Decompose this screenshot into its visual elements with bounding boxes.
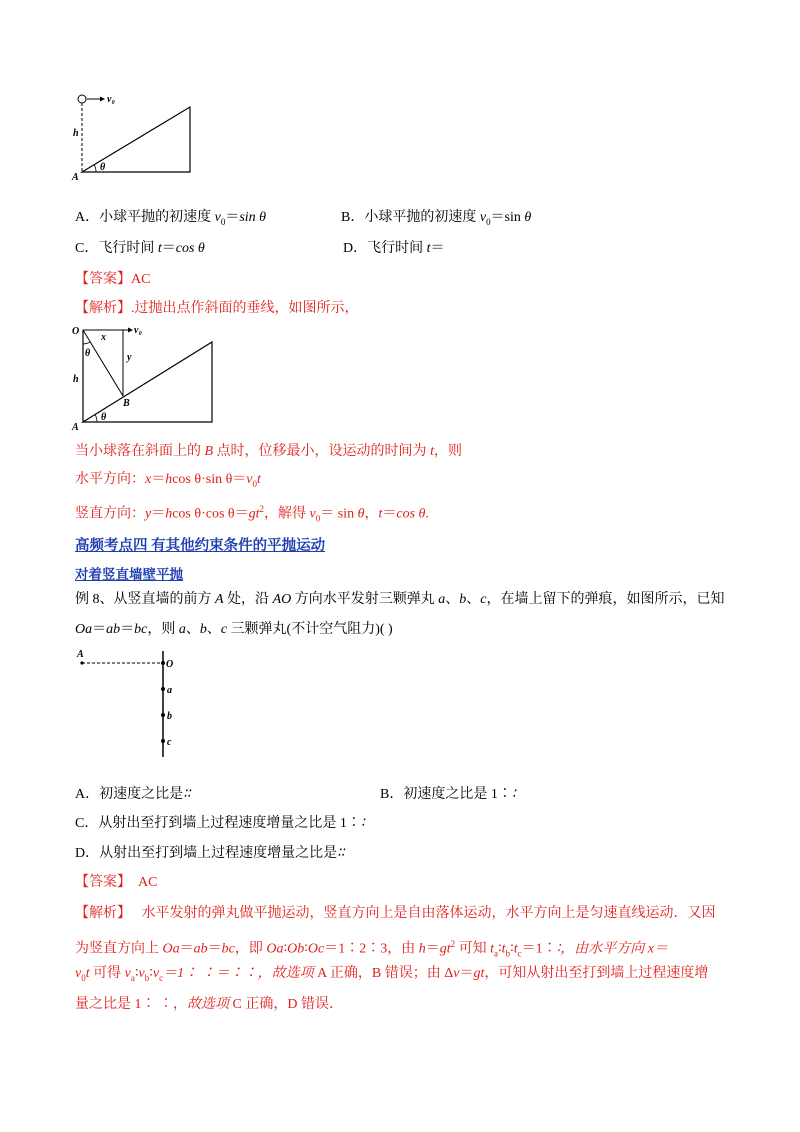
example-8-line-2: Oa＝ab＝bc，则 a、b、c 三颗弹丸(不计空气阻力)( )	[75, 622, 393, 637]
q1-option-c: C．飞行时间 t＝cos θ	[75, 241, 205, 256]
fig2-x-label: x	[101, 332, 106, 343]
v0-arrowhead-icon	[128, 328, 133, 333]
figure-incline-1	[70, 92, 200, 184]
angle-arc	[94, 165, 96, 173]
fig2-theta-top-label: θ	[85, 348, 91, 359]
point-O-dot	[161, 661, 165, 665]
fig2-B-label: B	[123, 398, 130, 409]
fig1-theta-label: θ	[100, 162, 106, 173]
top-angle-arc	[83, 342, 90, 344]
point-b-dot	[161, 713, 165, 717]
section-subtitle: 对着竖直墙壁平抛	[75, 567, 183, 582]
q1-option-d: D．飞行时间 t＝	[343, 241, 445, 256]
section-title: 高频考点四 有其他约束条件的平抛运动	[75, 538, 326, 554]
fig1-v0-label: v₀	[107, 94, 115, 105]
ball-icon	[78, 95, 86, 103]
example-8-line-1: 例 8、从竖直墙的前方 A 处，沿 AO 方向水平发射三颗弹丸 a、b、c，在墙上留下的弹痕，如图所示，已知	[75, 592, 725, 607]
solution-1-line-3: 竖直方向：y＝hcos θ·cos $\theta=gt^2$，解得 $v_0= \sin \theta$，t＝cos θ.	[75, 504, 429, 524]
q2-option-d: D．从射出至打到墙上过程速度增量之比是∶∶	[75, 846, 345, 861]
solution-1-line-1: 当小球落在斜面上的 B 点时，位移最小，设运动的时间为 t，则	[75, 444, 462, 459]
fig3-a-label: a	[167, 685, 172, 696]
analysis-1: 【解析】.过抛出点作斜面的垂线，如图所示，	[75, 301, 359, 316]
fig2-y-label: y	[127, 352, 132, 363]
fig2-theta-bottom-label: θ	[101, 412, 107, 423]
figure-incline-2	[70, 320, 220, 432]
fig2-A-label: A	[72, 422, 79, 432]
fig2-v0-label: v₀	[134, 325, 142, 336]
answer-2: 【答案】 AC	[75, 875, 158, 890]
fig3-A-label: A	[77, 649, 84, 660]
q2-option-c: C．从射出至打到墙上过程速度增量之比是 1∶∶	[75, 816, 365, 831]
fig3-b-label: b	[167, 711, 172, 722]
q2-option-a: A．初速度之比是∶∶	[75, 787, 191, 802]
q2-option-b: B．初速度之比是 1∶∶	[380, 787, 516, 802]
fig3-c-label: c	[167, 737, 172, 748]
analysis-2-line-2: 为竖直方向上 Oa＝ab＝bc，即 Oa∶Ob∶Oc＝1∶2∶3，由 $h=gt^2$ 可知 $t_a∶t_b∶t_c=1∶∶$，由水平方向 x＝	[75, 939, 668, 959]
point-A-dot	[80, 661, 83, 664]
solution-1-line-2: 水平方向：x＝hcos θ·sin $\theta=v_0t$	[75, 472, 261, 489]
fig2-O-label: O	[72, 326, 80, 337]
fig3-O-label: O	[166, 659, 174, 670]
analysis-2-line-1: 【解析】 水平发射的弹丸做平抛运动，竖直方向上是自由落体运动，水平方向上是匀速直线运动．又因	[75, 906, 716, 921]
fig1-h-label: h	[73, 128, 79, 139]
figure-wall	[72, 645, 192, 763]
q1-option-a: A．小球平抛的初速度 $v_0=\sin$ θ	[75, 210, 267, 227]
analysis-2-line-4: 量之比是 1∶ ∶，故选项 C 正确，D 错误．	[75, 997, 343, 1012]
point-c-dot	[161, 739, 165, 743]
incline-triangle	[83, 342, 212, 422]
fig1-A-label: A	[72, 172, 79, 183]
v0-arrowhead-icon	[100, 97, 105, 102]
incline-triangle	[82, 107, 190, 172]
analysis-2-line-3: $v_0t$ 可得 $v_a∶v_b∶v_c=1∶$ ∶＝∶∶，故选项 A 正确，B 错误；由 Δv＝gt，可知从射出至打到墙上过程速度增	[75, 966, 709, 983]
answer-1: 【答案】AC	[75, 272, 151, 287]
fig2-h-label: h	[73, 374, 79, 385]
bottom-angle-arc	[95, 415, 97, 423]
point-a-dot	[161, 687, 165, 691]
q1-option-b: B．小球平抛的初速度 $v_0=\sin$ θ	[341, 210, 532, 227]
